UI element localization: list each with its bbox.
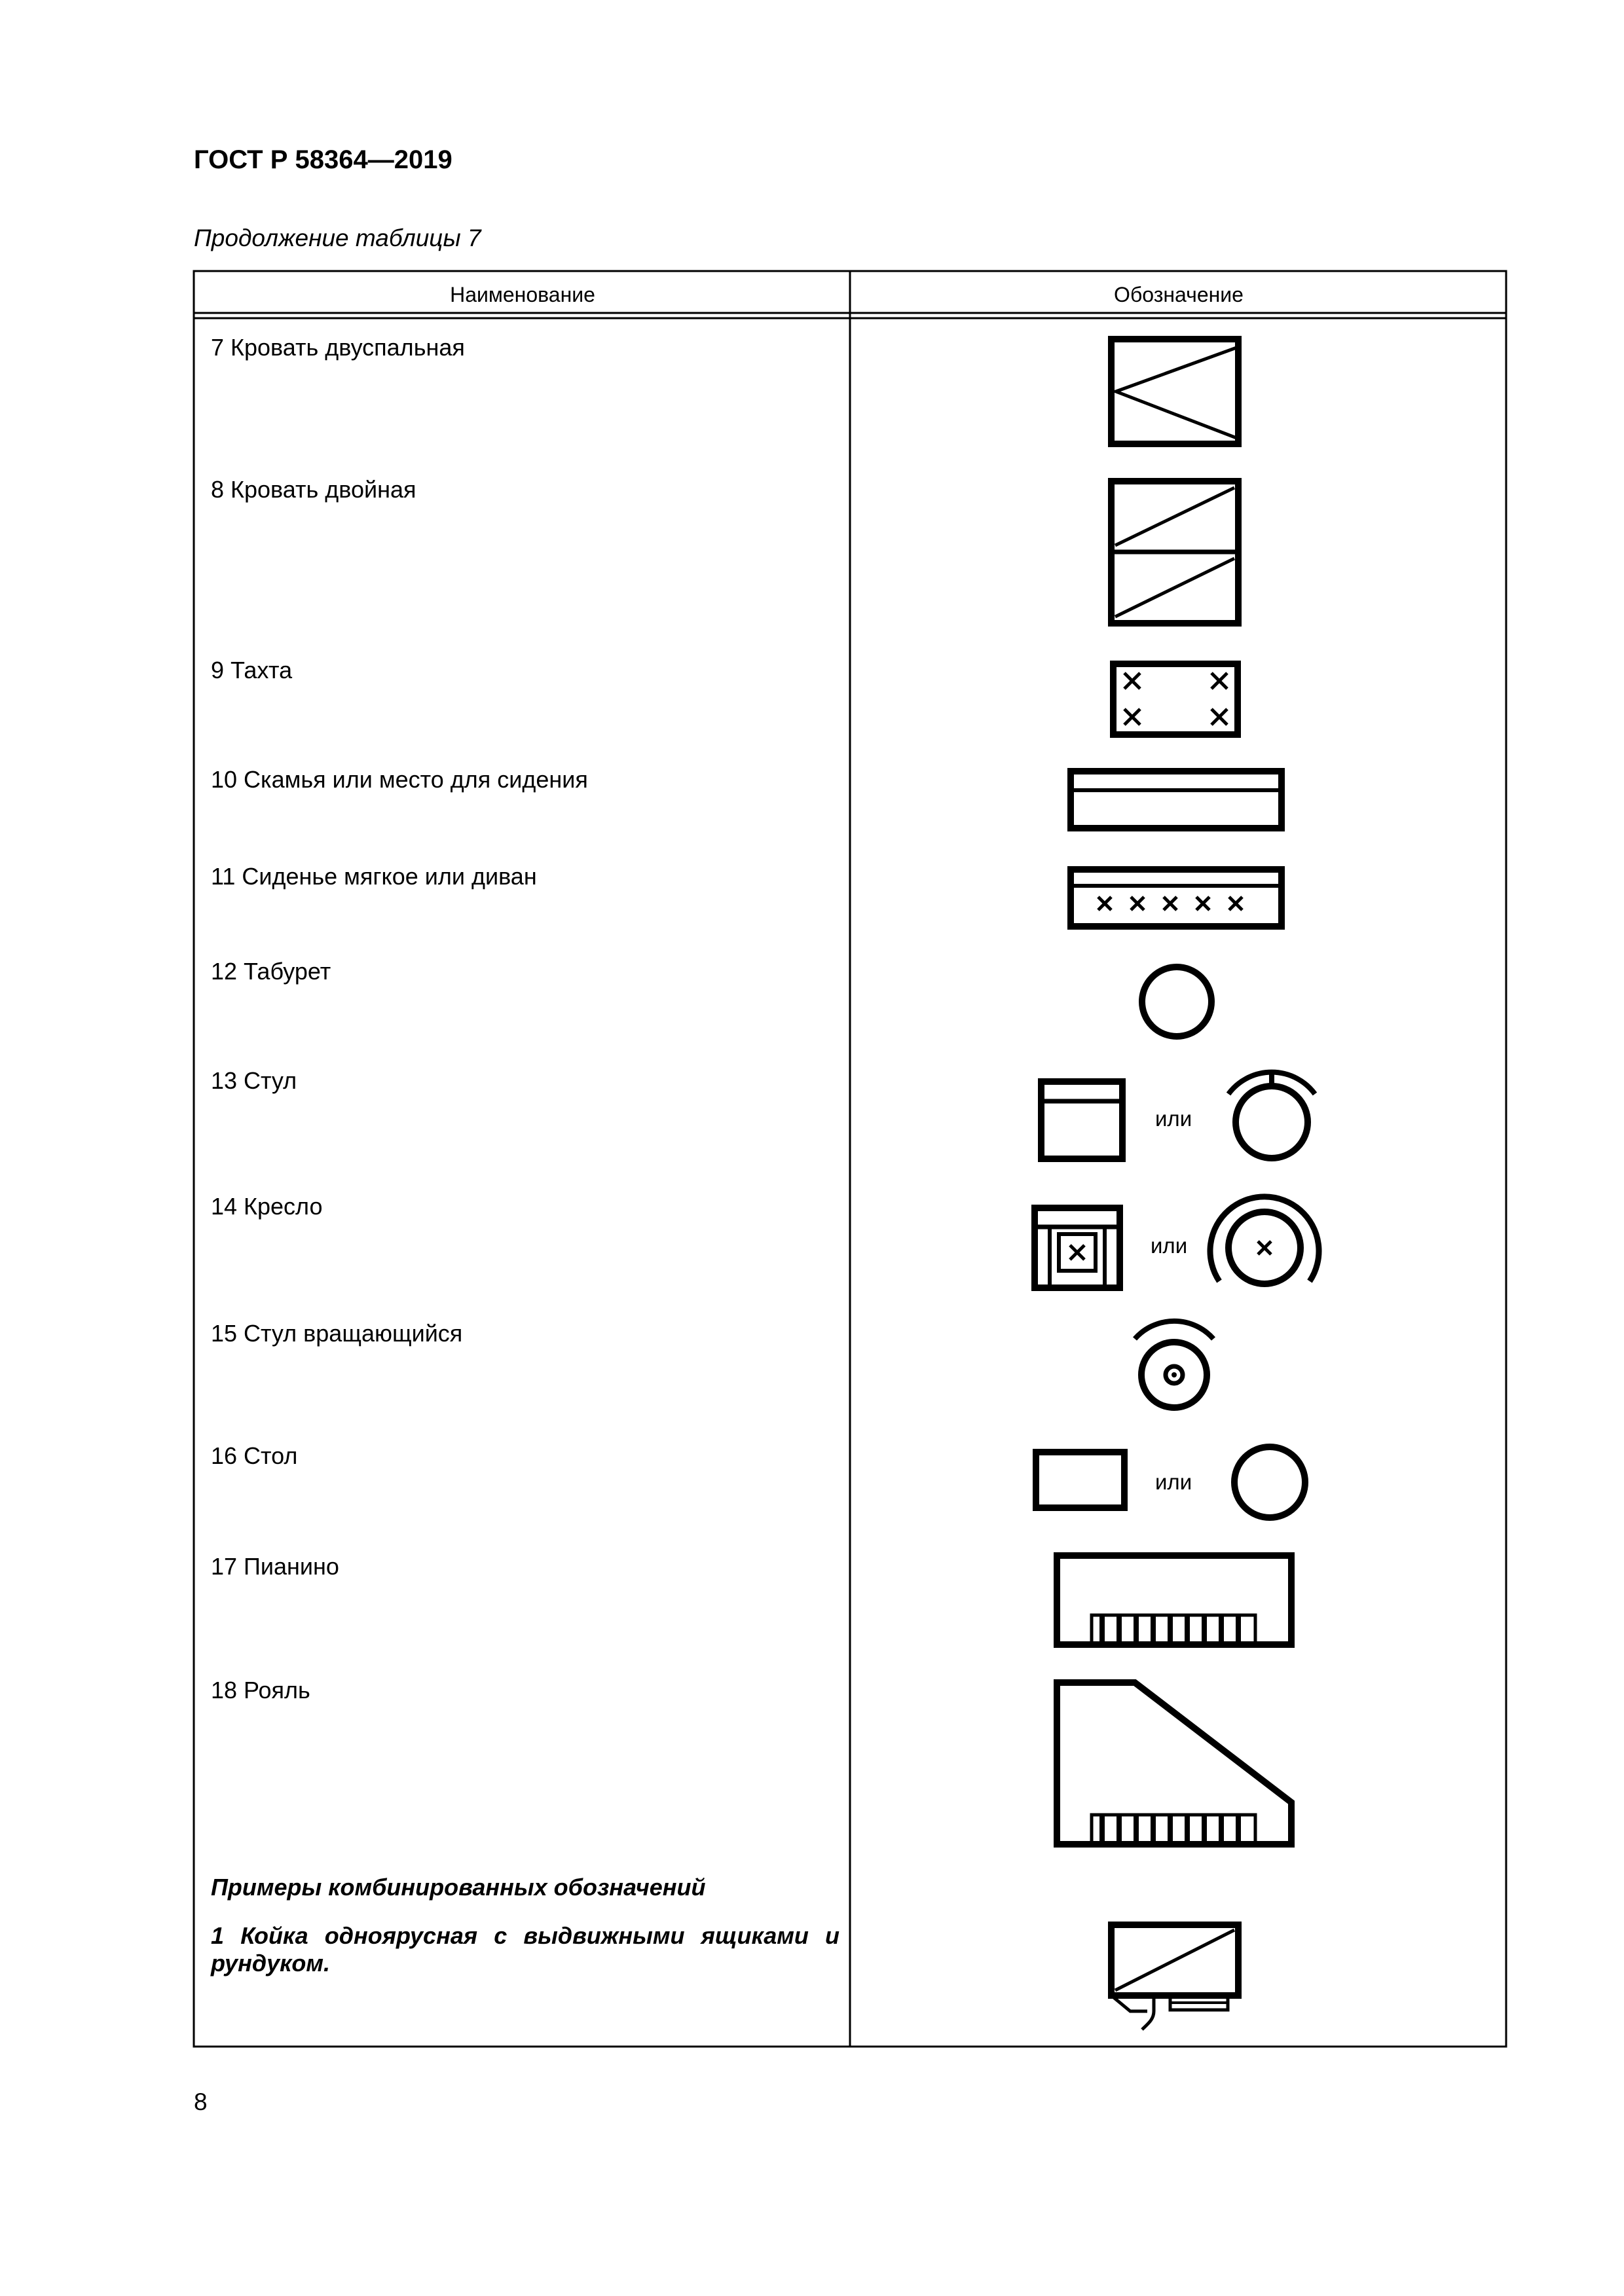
column-header-symbol: Обозначение	[1114, 283, 1244, 306]
row-label-swivel-chair: 15 Стул вращающийся	[211, 1320, 463, 1347]
bunk-with-drawers-icon	[1111, 1925, 1238, 2030]
row-label-armchair: 14 Кресло	[211, 1193, 323, 1220]
swivel-chair-icon	[1135, 1321, 1213, 1408]
page-number: 8	[194, 2088, 208, 2115]
row-label-grand-piano: 18 Рояль	[211, 1677, 310, 1704]
row-label-double-bed: 7 Кровать двуспальная	[211, 334, 465, 361]
column-header-name: Наименование	[450, 283, 595, 306]
row-label-bunk-with-drawers: 1 Койка одноярусная с выдвижными ящиками и рундуком.	[211, 1922, 840, 1977]
or-word-table: или	[1155, 1470, 1192, 1494]
bench-icon	[1071, 771, 1282, 828]
grand-piano-icon	[1057, 1683, 1291, 1844]
chair-round-icon	[1228, 1072, 1315, 1158]
row-label-piano: 17 Пианино	[211, 1553, 339, 1580]
or-word-chair: или	[1155, 1106, 1192, 1131]
row-label-chair: 13 Стул	[211, 1067, 297, 1094]
row-label-ottoman: 9 Тахта	[211, 657, 293, 683]
row-label-sofa: 11 Сиденье мягкое или диван	[211, 863, 537, 890]
bunk-bed-icon	[1111, 481, 1238, 623]
row-label-table: 16 Стол	[211, 1442, 298, 1469]
or-word-armchair: или	[1151, 1233, 1188, 1258]
combined-examples-heading: Примеры комбинированных обозначений	[211, 1874, 706, 1901]
table-rect-icon	[1036, 1452, 1124, 1508]
row-label-bench: 10 Скамья или место для сидения	[211, 766, 588, 793]
chair-square-icon	[1041, 1082, 1122, 1159]
table-grid	[194, 271, 1506, 2047]
stool-icon	[1142, 967, 1211, 1036]
document-header: ГОСТ Р 58364—2019	[194, 145, 452, 174]
table-caption: Продолжение таблицы 7	[194, 225, 481, 251]
sofa-icon	[1071, 869, 1282, 926]
piano-icon	[1057, 1556, 1291, 1645]
armchair-round-icon	[1210, 1197, 1319, 1284]
table-round-icon	[1234, 1447, 1305, 1518]
armchair-square-icon	[1035, 1208, 1120, 1288]
double-bed-icon	[1111, 339, 1238, 444]
row-label-bunk-bed: 8 Кровать двойная	[211, 476, 416, 503]
ottoman-icon	[1113, 664, 1238, 735]
row-label-stool: 12 Табурет	[211, 958, 331, 985]
